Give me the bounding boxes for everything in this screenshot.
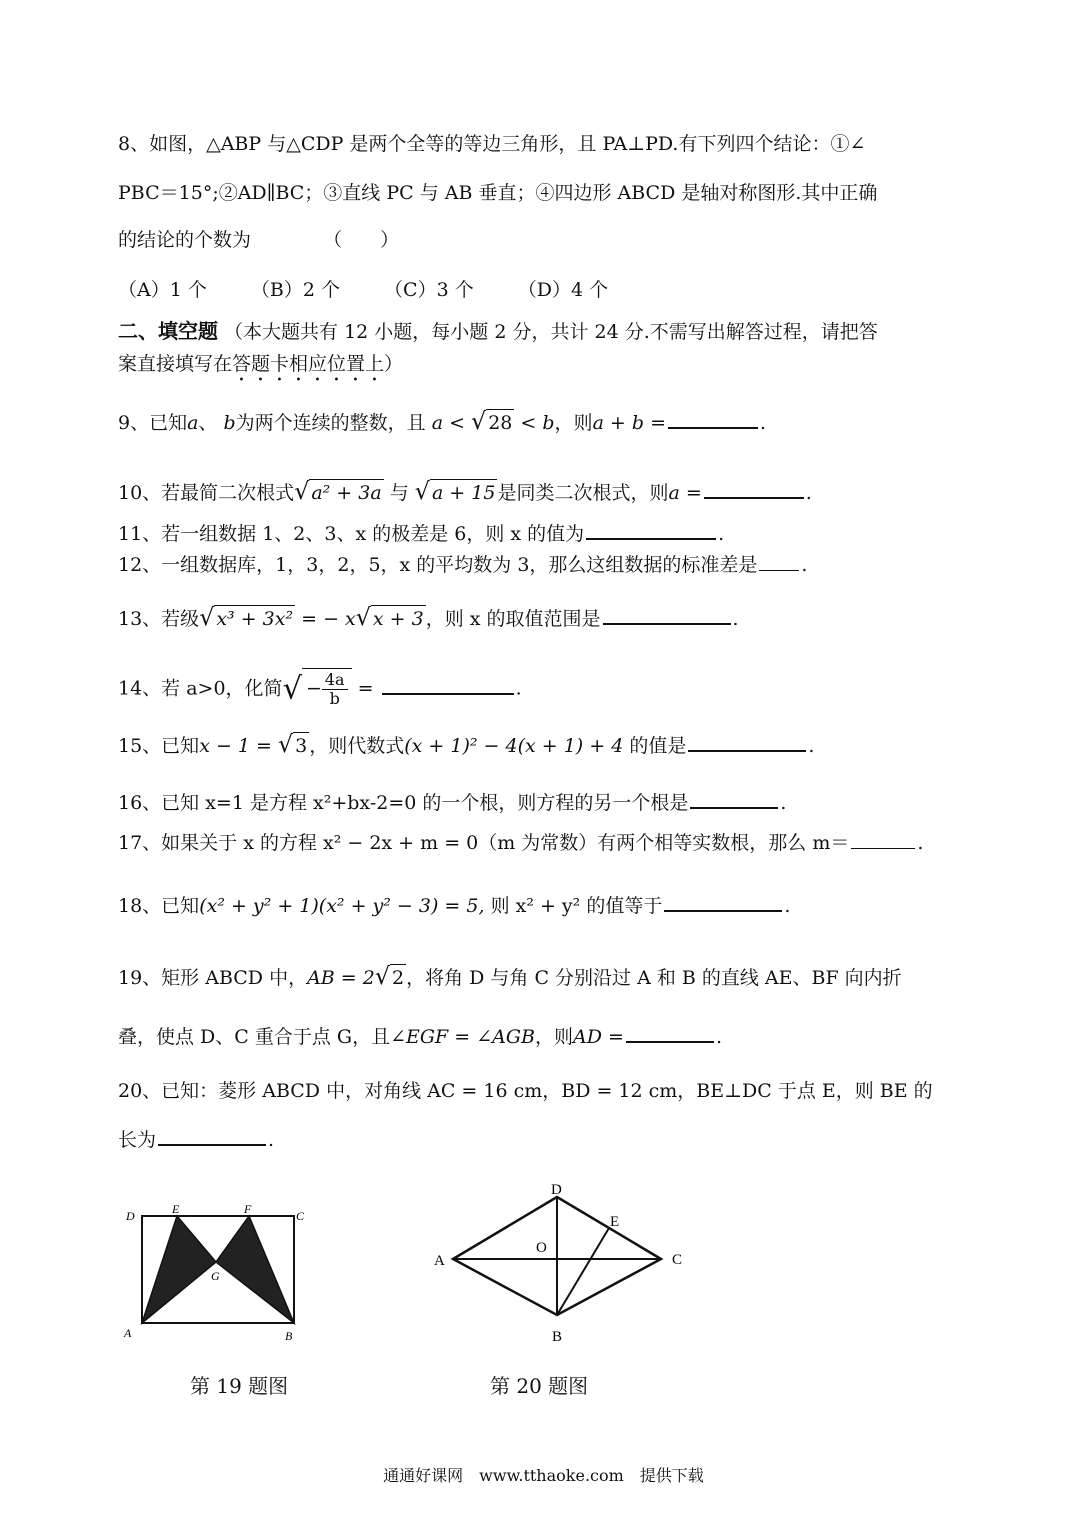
section2-desc-line2 [118,351,403,386]
fig19-right-triangle [216,1216,294,1323]
fig20-label-e: E [610,1214,620,1230]
q13-sqrt1: √ x³ + 3x² [199,603,294,631]
q16-answer-blank[interactable] [690,789,778,809]
q17-text: 17、如果关于 x 的方程 x² − 2x + m = 0（m 为常数）有两个相等实数根，那么 m＝ [118,832,850,854]
q9-sum: a + b = [592,412,667,434]
q11-answer-blank[interactable] [586,520,716,540]
section2-desc2-post: ） [384,353,404,375]
q9-b: b [223,412,236,434]
q8-option-a: （A）1 个 [118,279,207,301]
fig19-label-c: C [296,1209,305,1223]
q19-end: . [715,1026,722,1048]
q8-option-c: （C）3 个 [384,279,474,301]
q13-end: . [732,608,739,630]
q14-eq: = [357,677,374,700]
q13-pre: 13、若级 [118,608,200,630]
q16 [118,789,786,816]
q10-end: . [805,482,812,504]
q9-radicand: 28 [486,409,514,436]
fig20-label-b: B [552,1329,563,1345]
fig19-label-f: F [244,1202,252,1216]
q9-pre: 9、已知 [118,412,188,434]
q15-pre: 15、已知 [118,735,200,757]
section2-title: 二、填空题 [118,319,218,343]
q11 [118,520,724,547]
q9-post: ，则 [554,412,593,434]
q15-expr1: x − 1 = [199,735,272,757]
q15-end: . [808,735,815,757]
q14-pre: 14、若 a>0，化简 [118,677,283,700]
fig19-caption: 第 19 题图 [190,1374,289,1398]
q11-end: . [718,523,725,545]
q13-radicand1: x³ + 3x² [214,605,295,632]
q13-mid: = − x [301,608,356,630]
q19-answer-blank[interactable] [626,1023,714,1043]
q19-line1 [118,963,902,991]
q9-sep: 、 [198,412,218,434]
q14-sqrt: √ − $\frac{4a}{b}$ [283,668,352,710]
q10-radicand2: a + 15 [430,479,498,506]
q18-pre: 18、已知 [118,895,200,917]
q19-ab: AB = 2 [307,967,375,989]
q15 [118,731,814,759]
q15-post: 的值是 [629,735,687,757]
q14-answer-blank[interactable] [382,675,514,695]
q19-ad: AD = [573,1026,624,1048]
q15-answer-blank[interactable] [688,732,806,752]
q9-lt-b: < b [514,412,555,434]
q19-pre: 19、矩形 ABCD 中， [118,967,308,989]
q17 [118,830,923,856]
q19-sqrt: √ 2 [374,962,405,990]
q18-post: 则 x² + y² 的值等于 [490,895,663,917]
q19-line2 [118,1023,722,1050]
q8-option-b: （B）2 个 [250,279,340,301]
q9 [118,408,766,436]
fig20-label-o: O [536,1240,547,1256]
q13-radicand2: x + 3 [371,605,426,632]
q8-answer-paren: （ ） [323,229,400,251]
q14-numerator: 4a [322,671,348,690]
q17-answer-blank[interactable] [851,830,915,849]
section2-heading [118,318,878,345]
q20-line1: 20、已知：菱形 ABCD 中，对角线 AC = 16 cm，BD = 12 cm，BE⊥DC 于点 E，则 BE 的 [118,1080,933,1102]
fig19-label-a: A [124,1326,132,1340]
q13-sqrt2: √ x + 3 [355,603,424,631]
q18-end: . [784,895,791,917]
q13-answer-blank[interactable] [603,605,731,625]
q20-end: . [268,1129,275,1151]
q9-a-lt: a < [431,412,472,434]
q19-radicand: 2 [390,964,406,991]
fig20-label-d: D [551,1182,562,1198]
q14 [118,668,522,710]
q12-answer-blank[interactable] [759,552,799,571]
fig19-label-b: B [285,1329,293,1343]
q9-a: a [187,412,199,434]
q10 [118,478,812,506]
q20-line2 [118,1126,274,1153]
q18-answer-blank[interactable] [664,892,782,912]
q14-denominator: b [329,689,340,708]
q9-sqrt: √ 28 [471,407,513,435]
q12 [118,552,807,578]
q16-text: 16、已知 x=1 是方程 x²+bx-2=0 的一个根，则方程的另一个根是 [118,792,689,814]
q17-end: . [917,832,924,854]
q16-end: . [780,792,787,814]
q8-options [118,277,646,303]
section2-desc1: （本大题共有 12 小题，每小题 2 分，共计 24 分.不需写出解答过程，请把答 [224,321,878,343]
q15-mid: ，则代数式 [309,735,405,757]
q10-mid: 与 [389,482,409,504]
fig19-left-triangle [142,1216,216,1323]
q14-fraction [322,671,348,708]
q10-sqrt2: √ a + 15 [414,477,496,505]
figure-20 [425,1175,695,1350]
fig19-label-g: G [211,1269,220,1283]
q15-expr2: (x + 1)² − 4(x + 1) + 4 [404,735,624,757]
q18 [118,892,790,919]
q9-mid: 为两个连续的整数，且 [235,412,426,434]
q10-post: 是同类二次根式，则 [497,482,669,504]
q10-var: a = [668,482,702,504]
q13-post: ，则 x 的取值范围是 [425,608,601,630]
q18-expr: (x² + y² + 1)(x² + y² − 3) = 5, [199,895,485,917]
q10-radicand1: a² + 3a [309,479,383,506]
q10-answer-blank[interactable] [704,479,804,499]
fig19-label-e: E [172,1202,180,1216]
q15-radicand: 3 [293,732,309,759]
q8-line3 [118,227,399,253]
q15-sqrt: √ 3 [278,730,308,758]
q19-post: ，将角 D 与角 C 分别沿过 A 和 B 的直线 AE、BF 向内折 [406,967,902,989]
q12-text: 12、一组数据库，1，3，2，5，x 的平均数为 3，那么这组数据的标准差是 [118,554,758,576]
section2-desc2-emph: 答题卡相应位置上 [232,353,385,375]
page-footer: 通通好课网 www.tthaoke.com 提供下载 [383,1466,704,1485]
q9-answer-blank[interactable] [668,409,758,429]
fig20-label-c: C [672,1252,683,1268]
q20-line2-text: 长为 [118,1129,157,1151]
q9-end: . [760,412,767,434]
section2-desc2-pre: 案直接填写在 [118,353,233,375]
q8-line3-text: 的结论的个数为 [118,229,252,251]
fig19-label-d: D [126,1209,135,1223]
q14-radicand [302,668,352,710]
q8-line1: 8、如图，△ABP 与△CDP 是两个全等的等边三角形，且 PA⊥PD.有下列四个结论：①∠ [118,133,866,155]
q11-text: 11、若一组数据 1、2、3、x 的极差是 6，则 x 的值为 [118,523,585,545]
figure-19 [118,1200,318,1350]
q20-answer-blank[interactable] [158,1126,266,1146]
q10-sqrt1: √ a² + 3a [294,477,382,505]
q19-line2-post: ，则 [535,1026,574,1048]
q19-angle: ∠EGF = ∠AGB [390,1026,536,1048]
q19-line2-pre: 叠，使点 D、C 重合于点 G，且 [118,1026,391,1048]
q12-end: . [801,554,808,576]
fig20-label-a: A [434,1253,445,1269]
q14-minus: − [305,677,322,700]
q13 [118,604,739,632]
q14-end: . [515,677,522,700]
fig20-caption: 第 20 题图 [490,1374,589,1398]
q8-option-d: （D）4 个 [517,279,609,301]
q8-line2: PBC＝15°;②AD∥BC；③直线 PC 与 AB 垂直；④四边形 ABCD 是轴对称图形.其中正确 [118,182,878,204]
q10-pre: 10、若最简二次根式 [118,482,295,504]
